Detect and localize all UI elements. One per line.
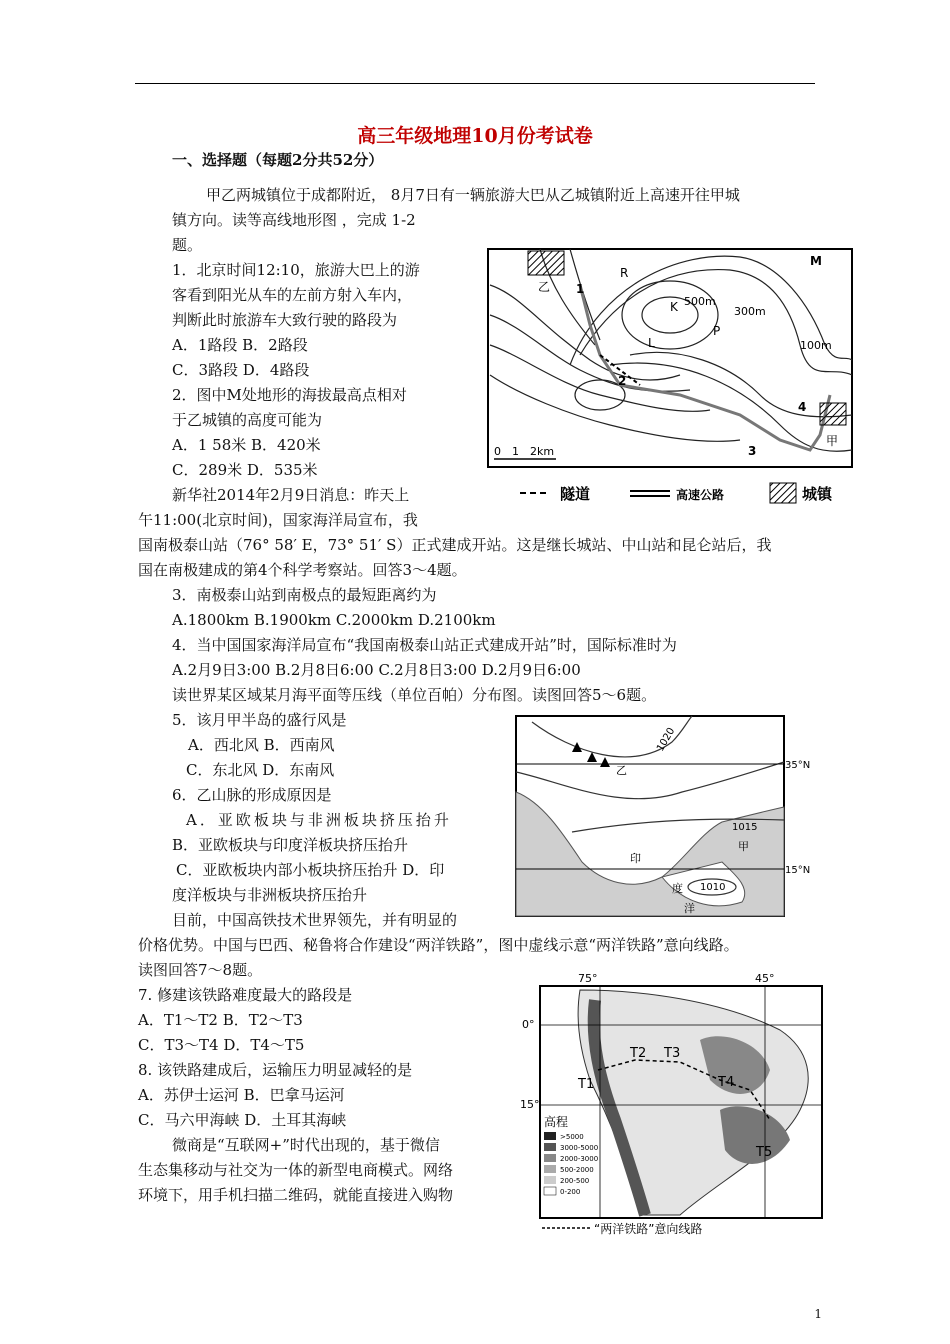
scale-2km: 2km bbox=[530, 445, 555, 458]
label-L: L bbox=[648, 336, 655, 350]
contour-300-label: 300m bbox=[734, 305, 766, 318]
option-line: C．289米 D．535米 bbox=[172, 461, 318, 479]
question-6: 6．乙山脉的形成原因是 bbox=[172, 786, 332, 804]
contour-100-label: 100m bbox=[800, 339, 832, 352]
isobar-1010-label: 1010 bbox=[700, 882, 726, 893]
route-legend-label: “两洋铁路”意向线路 bbox=[594, 1222, 703, 1236]
south-america-map bbox=[520, 970, 830, 1240]
page-title: 高三年级地理10月份考试卷 bbox=[357, 125, 593, 147]
question-4: 4．当中国国家海洋局宣布“我国南极泰山站正式建成开站”时，国际标准时为 bbox=[172, 636, 677, 654]
label-yi-mountain: 乙 bbox=[616, 764, 627, 777]
lat-35N-label: 35°N bbox=[785, 760, 811, 771]
text-line: 微商是“互联网+”时代出现的，基于微信 bbox=[172, 1136, 440, 1154]
lat-15-label: 15° bbox=[520, 1098, 540, 1111]
isobar-map bbox=[512, 712, 814, 920]
level-2: 3000-5000 bbox=[560, 1144, 599, 1152]
text-line: 价格优势。中国与巴西、秘鲁将合作建设“两洋铁路”，图中虚线示意“两洋铁路”意向线路。 bbox=[138, 936, 739, 954]
level-6: 0-200 bbox=[560, 1188, 581, 1196]
option-line: A.2月9日3:00 B.2月8日6:00 C.2月8日3:00 D.2月9日6:00 bbox=[172, 661, 581, 679]
scale-1: 1 bbox=[512, 445, 519, 458]
text-line: 读世界某区域某月海平面等压线（单位百帕）分布图。读图回答5～6题。 bbox=[172, 686, 657, 704]
text-line: 读图回答7～8题。 bbox=[138, 961, 263, 979]
equator-label: 0° bbox=[522, 1018, 535, 1031]
label-K: K bbox=[670, 300, 678, 314]
isobar-1020-label: 1020 bbox=[655, 725, 678, 754]
option-line: A．亚欧板块与非洲板块挤压抬升 bbox=[186, 811, 452, 829]
town-yi-marker bbox=[528, 251, 564, 275]
level-5: 200-500 bbox=[560, 1177, 590, 1185]
legend-title: 高程 bbox=[544, 1115, 569, 1129]
text-line: 客看到阳光从车的左前方射入车内， bbox=[172, 286, 413, 304]
header-rule bbox=[135, 83, 815, 84]
legend-tunnel: 隧道 bbox=[560, 485, 591, 503]
option-line: 度洋板块与非洲板块挤压抬升 bbox=[172, 886, 368, 904]
station-T3: T3 bbox=[664, 1046, 681, 1061]
contour-map-legend bbox=[520, 483, 833, 503]
label-jia-peninsula: 甲 bbox=[738, 840, 749, 853]
legend-town: 城镇 bbox=[802, 485, 833, 503]
segment-2-label: 2 bbox=[618, 374, 627, 388]
segment-4-label: 4 bbox=[798, 400, 807, 414]
text-line: 国在南极建成的第4个科学考察站。回答3～4题。 bbox=[138, 561, 467, 579]
question-2: 2．图中M处地形的海拔最高点相对 bbox=[172, 386, 407, 404]
station-T4: T4 bbox=[718, 1075, 735, 1090]
label-P: P bbox=[713, 324, 721, 338]
section-heading: 一、选择题（每题2分共52分） bbox=[172, 151, 384, 169]
label-yi: 乙 bbox=[538, 280, 551, 294]
question-8: 8. 该铁路建成后，运输压力明显减轻的是 bbox=[138, 1061, 413, 1079]
page-number: 1 bbox=[814, 1307, 822, 1321]
text-line: 生态集移动与社交为一体的新型电商模式。网络 bbox=[138, 1161, 454, 1179]
isobar-1015-label: 1015 bbox=[732, 822, 758, 833]
question-5: 5．该月甲半岛的盛行风是 bbox=[172, 711, 347, 729]
option-line: A．1 58米 B．420米 bbox=[172, 436, 321, 454]
text-line: 判断此时旅游车大致行驶的路段为 bbox=[172, 311, 398, 329]
level-1: >5000 bbox=[560, 1133, 584, 1141]
question-7: 7. 修建该铁路难度最大的路段是 bbox=[138, 986, 353, 1004]
town-jia-marker bbox=[820, 403, 846, 425]
station-T2: T2 bbox=[630, 1046, 647, 1061]
text-line: 镇方向。读等高线地形图 ，完成 1-2 bbox=[172, 211, 416, 229]
ocean-label-du: 度 bbox=[672, 882, 683, 895]
level-3: 2000-3000 bbox=[560, 1155, 599, 1163]
option-line: A．西北风 B．西南风 bbox=[188, 736, 335, 754]
legend-highway: 高速公路 bbox=[676, 488, 725, 502]
text-line: 题。 bbox=[172, 236, 203, 254]
option-line: A.1800km B.1900km C.2000km D.2100km bbox=[172, 611, 496, 629]
text-line: 午11:00(北京时间)，国家海洋局宣布，我 bbox=[138, 511, 418, 529]
question-3: 3．南极泰山站到南极点的最短距离约为 bbox=[172, 586, 437, 604]
option-line: B．亚欧板块与印度洋板块挤压抬升 bbox=[172, 836, 409, 854]
station-T5: T5 bbox=[756, 1145, 773, 1160]
text-line: 环境下，用手机扫描二维码，就能直接进入购物 bbox=[138, 1186, 454, 1204]
text-line: 国南极泰山站（76° 58′ E，73° 51′ S）正式建成开站。这是继长城站、中山站和昆仑站后，我 bbox=[138, 536, 772, 554]
option-line: A．苏伊士运河 B．巴拿马运河 bbox=[138, 1086, 345, 1104]
label-R: R bbox=[620, 266, 629, 280]
station-T1: T1 bbox=[578, 1077, 595, 1092]
town-legend-symbol bbox=[770, 483, 796, 503]
option-line: C．东北风 D．东南风 bbox=[186, 761, 335, 779]
question-1: 1．北京时间12:10，旅游大巴上的游 bbox=[172, 261, 420, 279]
option-line: A．1路段 B．2路段 bbox=[172, 336, 308, 354]
option-line: A．T1～T2 B．T2～T3 bbox=[138, 1011, 303, 1029]
option-line: C．马六甲海峡 D．土耳其海峡 bbox=[138, 1111, 347, 1129]
level-4: 500-2000 bbox=[560, 1166, 594, 1174]
text-line: 于乙城镇的高度可能为 bbox=[172, 411, 323, 429]
label-M: M bbox=[810, 254, 822, 268]
ocean-label-yin: 印 bbox=[630, 852, 641, 865]
option-line: C．亚欧板块内部小板块挤压抬升 D．印 bbox=[176, 861, 445, 879]
lon-75-label: 75° bbox=[578, 972, 598, 985]
text-line: 新华社2014年2月9日消息：昨天上 bbox=[172, 486, 410, 504]
scale-0: 0 bbox=[494, 445, 501, 458]
text-line: 甲乙两城镇位于成都附近， 8月7日有一辆旅游大巴从乙城镇附近上高速开往甲城 bbox=[206, 186, 740, 204]
segment-3-label: 3 bbox=[748, 444, 757, 458]
option-line: C．3路段 D．4路段 bbox=[172, 361, 310, 379]
label-jia: 甲 bbox=[826, 434, 839, 448]
contour-map bbox=[480, 245, 855, 520]
contour-500-label: 500m bbox=[684, 295, 716, 308]
text-line: 目前，中国高铁技术世界领先，并有明显的 bbox=[172, 911, 458, 929]
option-line: C．T3～T4 D．T4～T5 bbox=[138, 1036, 305, 1054]
lon-45-label: 45° bbox=[755, 972, 775, 985]
lat-15N-label: 15°N bbox=[785, 865, 811, 876]
ocean-label-yang: 洋 bbox=[684, 902, 695, 915]
segment-1-label: 1 bbox=[576, 282, 585, 296]
